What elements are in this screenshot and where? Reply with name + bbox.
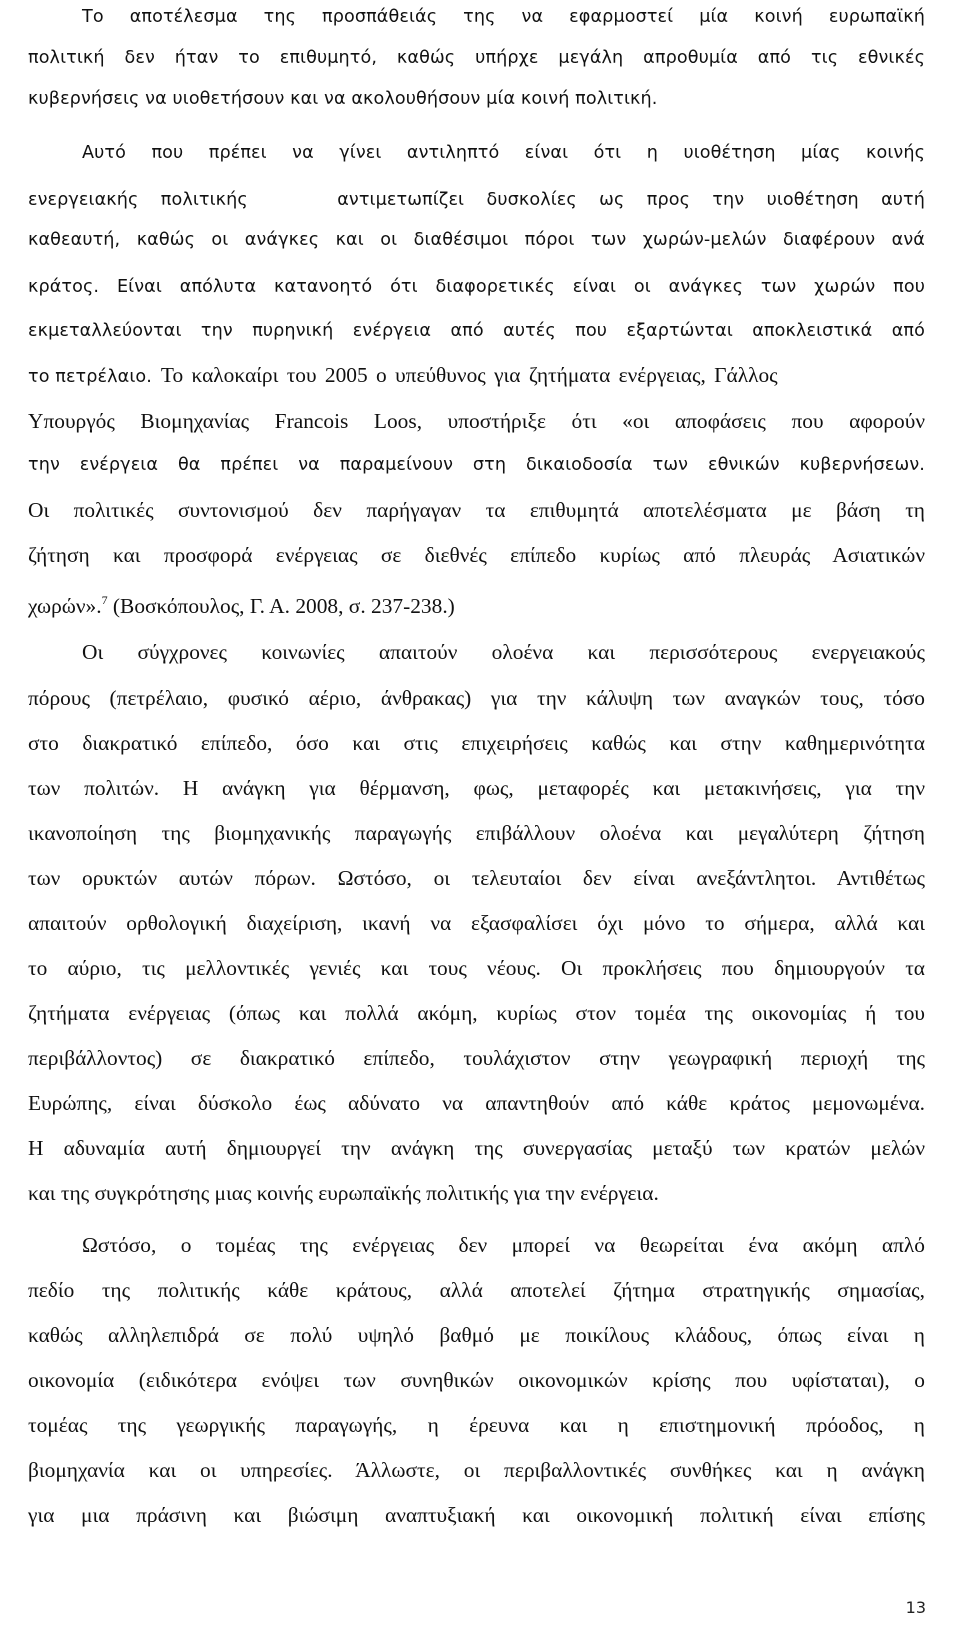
text-line: οικονομία (ειδικότερα ενόψει των συνηθικών οικονομικών κρίσης που υφίσταται), ο	[28, 1368, 925, 1392]
text-line: για μια πράσινη και βιώσιμη αναπτυξιακή και οικονομική πολιτική είναι επίσης	[28, 1503, 925, 1527]
text-line: περιβάλλοντος) σε διακρατικό επίπεδο, τουλάχιστον στην γεωγραφική περιοχή της	[28, 1046, 925, 1070]
footnote-marker: 7	[101, 593, 108, 607]
text-line: Υπουργός Βιομηχανίας Francois Loos, υποστήριξε ότι «οι αποφάσεις που αφορούν	[28, 409, 925, 433]
text-line: ζητήματα ενέργειας (όπως και πολλά ακόμη, κυρίως στον τομέα της οικονομίας ή του	[28, 1001, 925, 1025]
text-line: ενεργειακής πολιτικής αντιμετωπίζει δυσκολίες ως προς την υιοθέτηση αυτή	[28, 190, 925, 210]
text-line: πόρους (πετρέλαιο, φυσικό αέριο, άνθρακας) για την κάλυψη των αναγκών τους, τόσο	[28, 686, 925, 710]
text-line: καθώς αλληλεπιδρά σε πολύ υψηλό βαθμό με ποικίλους κλάδους, όπως είναι η	[28, 1323, 925, 1347]
text-line: απαιτούν ορθολογική διαχείριση, ικανή να εξασφαλίσει όχι μόνο το σήμερα, αλλά και	[28, 911, 925, 935]
text-line: πολιτική δεν ήταν το επιθυμητό, καθώς υπήρχε μεγάλη απροθυμία από τις εθνικές	[28, 48, 925, 68]
text-line: πεδίο της πολιτικής κάθε κράτους, αλλά αποτελεί ζήτημα στρατηγικής σημασίας,	[28, 1278, 925, 1302]
text-segment: το πετρέλαιο.	[28, 367, 152, 387]
text-segment: Το καλοκαίρι του 2005 ο υπεύθυνος για ζητήματα ενέργειας, Γάλλος	[160, 363, 778, 387]
text-line: στο διακρατικό επίπεδο, όσο και στις επιχειρήσεις καθώς και στην καθημερινότητα	[28, 731, 925, 755]
text-line: Ευρώπης, είναι δύσκολο έως αδύνατο να απαντηθούν από κάθε κράτος μεμονωμένα.	[28, 1091, 925, 1115]
text-line: το αύριο, τις μελλοντικές γενιές και τους νέους. Οι προκλήσεις που δημιουργούν τα	[28, 956, 925, 980]
text-line: την ενέργεια θα πρέπει να παραμείνουν στη δικαιοδοσία των εθνικών κυβερνήσεων.	[28, 455, 925, 475]
text-line: Αυτό που πρέπει να γίνει αντιληπτό είναι ότι η υιοθέτηση μίας κοινής	[82, 143, 925, 163]
text-line: ικανοποίηση της βιομηχανικής παραγωγής επιβάλλουν ολοένα και μεγαλύτερη ζήτηση	[28, 821, 925, 845]
citation-text: (Βοσκόπουλος, Γ. Α. 2008, σ. 237-238.)	[107, 594, 455, 618]
text-line: τομέας της γεωργικής παραγωγής, η έρευνα και η επιστημονική πρόοδος, η	[28, 1413, 925, 1437]
page-number: 13	[905, 1598, 926, 1617]
text-line: των πολιτών. Η ανάγκη για θέρμανση, φως, μεταφορές και μετακινήσεις, για την	[28, 776, 925, 800]
text-line: βιομηχανία και οι υπηρεσίες. Άλλωστε, οι περιβαλλοντικές συνθήκες και η ανάγκη	[28, 1458, 925, 1482]
text-line: Το αποτέλεσμα της προσπάθειάς της να εφαρμοστεί μία κοινή ευρωπαϊκή	[82, 7, 925, 27]
text-line: εκμεταλλεύονται την πυρηνική ενέργεια από αυτές που εξαρτώνται αποκλειστικά από	[28, 321, 925, 341]
citation-line	[28, 587, 925, 619]
mixed-text-line	[28, 362, 925, 390]
text-line: καθεαυτή, καθώς οι ανάγκες και οι διαθέσιμοι πόροι των χωρών-μελών διαφέρουν ανά	[28, 230, 925, 250]
text-line: Η αδυναμία αυτή δημιουργεί την ανάγκη της συνεργασίας μεταξύ των κρατών μελών	[28, 1136, 925, 1160]
text-line: κράτος. Είναι απόλυτα κατανοητό ότι διαφορετικές είναι οι ανάγκες των χωρών που	[28, 277, 925, 297]
text-line: των ορυκτών αυτών πόρων. Ωστόσο, οι τελευταίοι δεν είναι ανεξάντλητοι. Αντιθέτως	[28, 866, 925, 890]
text-line: Οι πολιτικές συντονισμού δεν παρήγαγαν τα επιθυμητά αποτελέσματα με βάση τη	[28, 498, 925, 522]
text-line: και της συγκρότησης μιας κοινής ευρωπαϊκής πολιτικής για την ενέργεια.	[28, 1181, 659, 1205]
text-line: κυβερνήσεις να υιοθετήσουν και να ακολουθήσουν μία κοινή πολιτική.	[28, 89, 658, 109]
text-line: Οι σύγχρονες κοινωνίες απαιτούν ολοένα και περισσότερους ενεργειακούς	[82, 640, 925, 664]
text-line: ζήτηση και προσφορά ενέργειας σε διεθνές επίπεδο κυρίως από πλευράς Ασιατικών	[28, 543, 925, 567]
text-line: Ωστόσο, ο τομέας της ενέργειας δεν μπορεί να θεωρείται ένα ακόμη απλό	[82, 1233, 925, 1257]
text-segment: χωρών».	[28, 594, 102, 618]
